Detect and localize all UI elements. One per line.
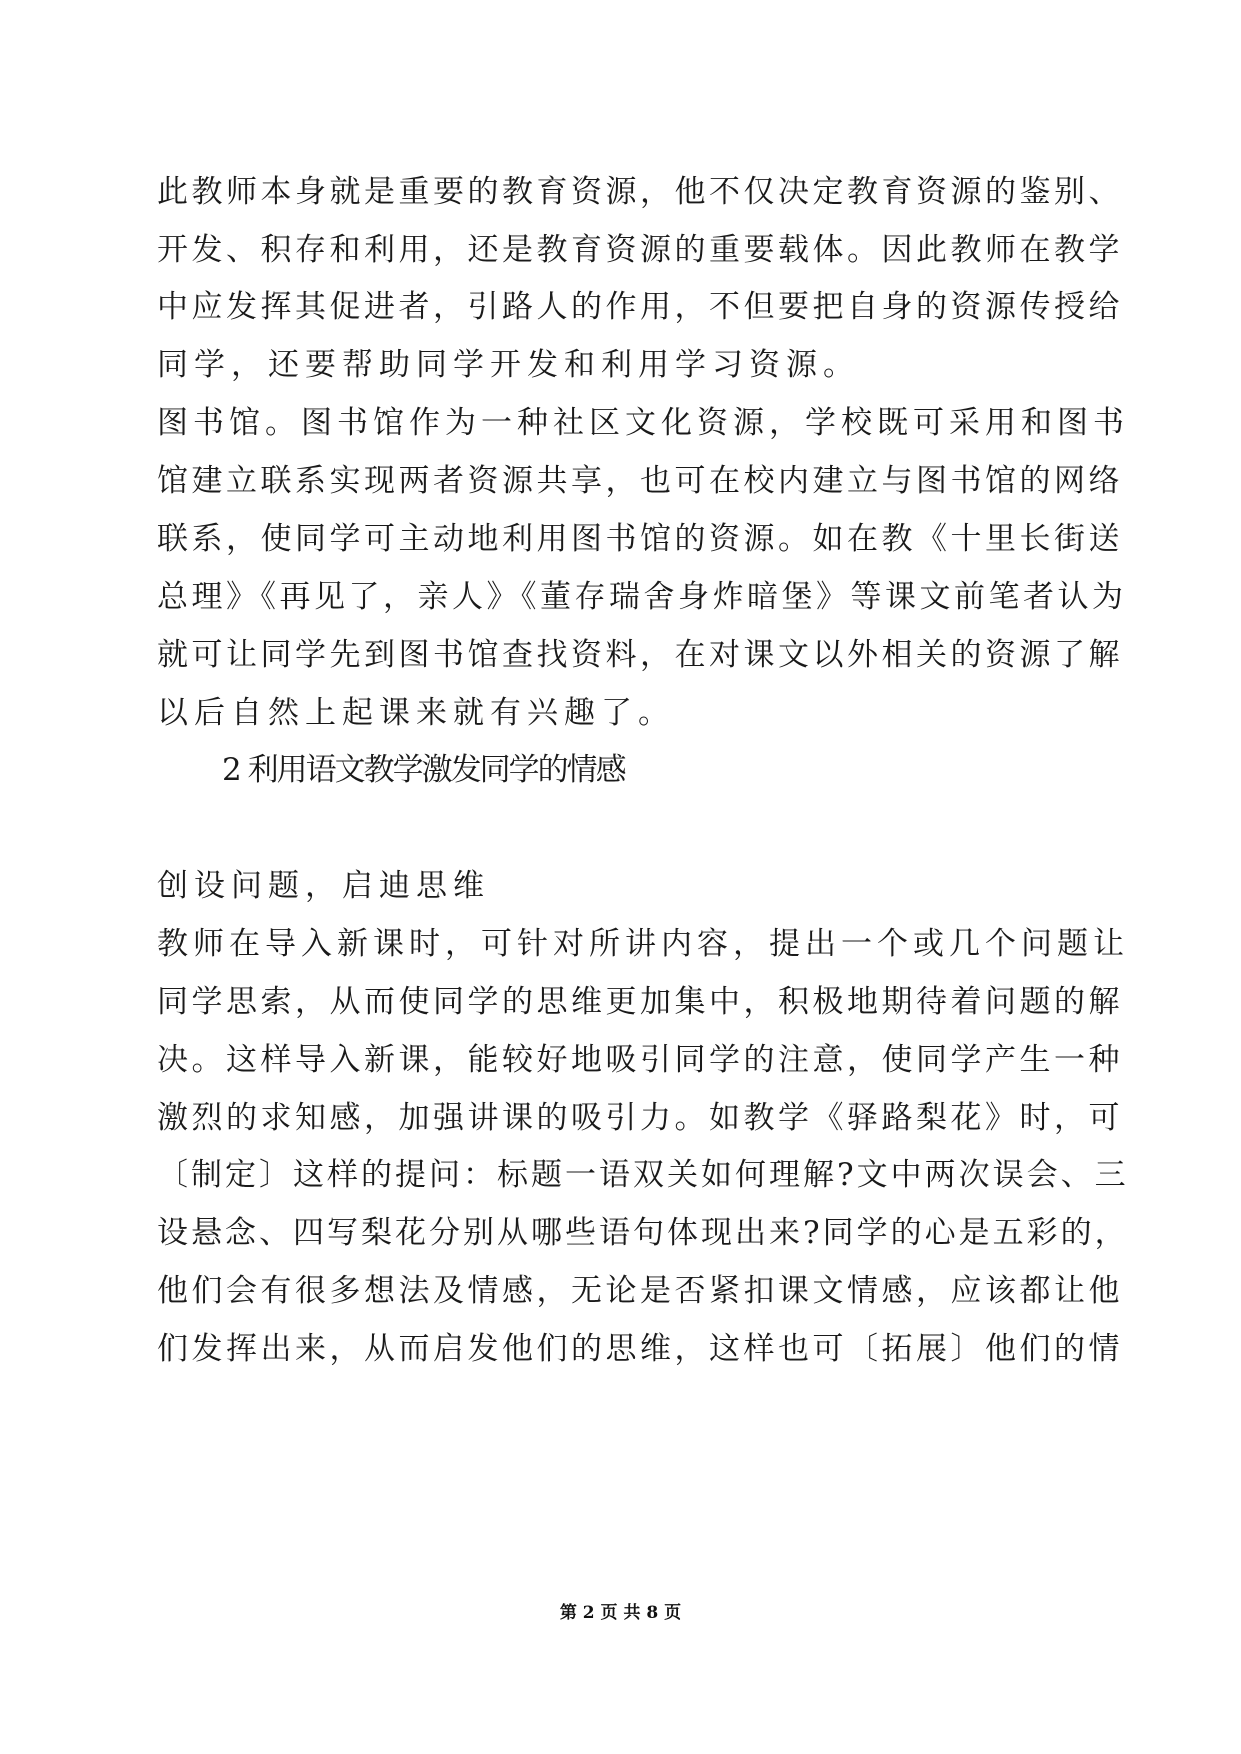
paragraph-line: 设悬念、四写梨花分别从哪些语句体现出来?同学的心是五彩的，: [157, 1215, 1129, 1251]
paragraph-line: 他们会有很多想法及情感，无论是否紧扣课文情感，应该都让他: [157, 1273, 1123, 1309]
subheading: 创设问题，启迪思维: [157, 868, 490, 904]
paragraph-line: 以后自然上起课来就有兴趣了。: [157, 695, 675, 731]
page-number-footer: 第 2 页 共 8 页: [559, 1603, 682, 1623]
paragraph-line: 联系，使同学可主动地利用图书馆的资源。如在教《十里长街送: [157, 521, 1123, 557]
paragraph-line: 们发挥出来，从而启发他们的思维，这样也可〔拓展〕他们的情: [157, 1331, 1123, 1367]
paragraph-line: 中应发挥其促进者，引路人的作用，不但要把自身的资源传授给: [157, 289, 1123, 325]
paragraph-line: 〔制定〕这样的提问：标题一语双关如何理解?文中两次误会、三: [157, 1157, 1129, 1193]
paragraph-line: 教师在导入新课时，可针对所讲内容，提出一个或几个问题让: [157, 926, 1129, 962]
paragraph-line: 此教师本身就是重要的教育资源，他不仅决定教育资源的鉴别、: [157, 174, 1123, 210]
paragraph-line: 同学，还要帮助同学开发和利用学习资源。: [157, 347, 860, 383]
section-heading: 2 利用语文教学激发同学的情感: [222, 752, 625, 788]
paragraph-line: 就可让同学先到图书馆查找资料，在对课文以外相关的资源了解: [157, 637, 1123, 673]
paragraph-line: 激烈的求知感，加强讲课的吸引力。如教学《驿路梨花》时，可: [157, 1100, 1123, 1136]
paragraph-line: 同学思索，从而使同学的思维更加集中，积极地期待着问题的解: [157, 984, 1123, 1020]
paragraph-line: 馆建立联系实现两者资源共享，也可在校内建立与图书馆的网络: [157, 463, 1123, 499]
paragraph-line: 开发、积存和利用，还是教育资源的重要载体。因此教师在教学: [157, 232, 1123, 268]
paragraph-line: 图书馆。图书馆作为一种社区文化资源，学校既可采用和图书: [157, 405, 1129, 441]
paragraph-line: 决。这样导入新课，能较好地吸引同学的注意，使同学产生一种: [157, 1042, 1123, 1078]
paragraph-line: 总理》《再见了，亲人》《董存瑞舍身炸暗堡》等课文前笔者认为: [157, 579, 1127, 615]
